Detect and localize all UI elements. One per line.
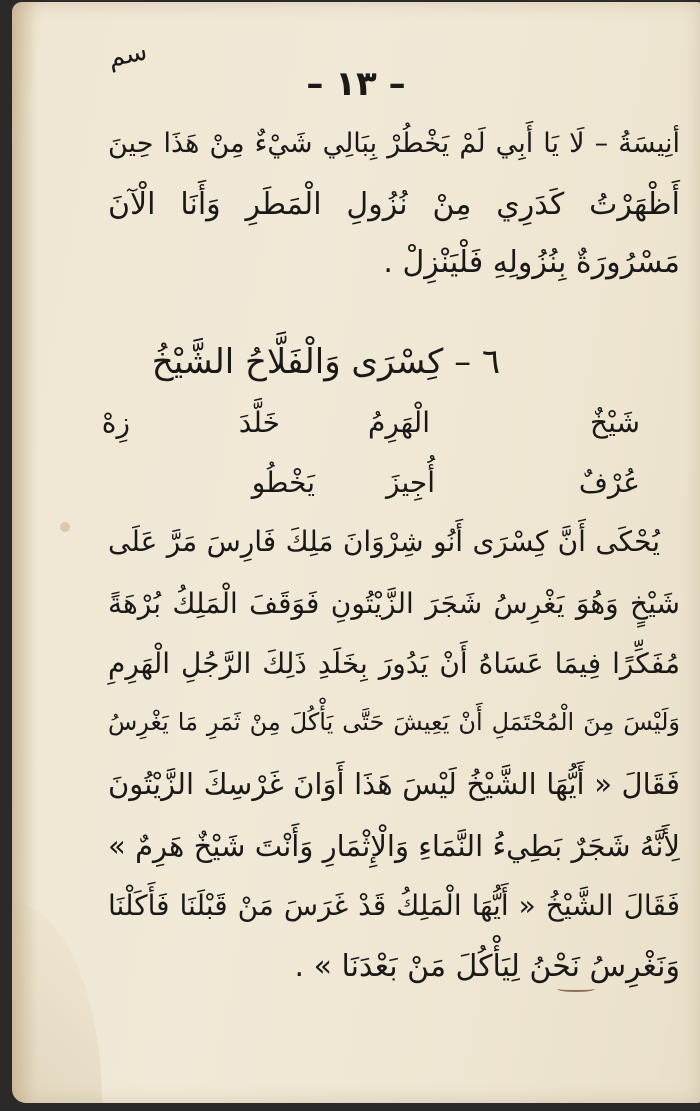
story-line-5: فَقَالَ « أَيُّهَا الشَّيْخُ لَيْسَ هَذَا أَوَانَ غَرْسِكَ الزَّيْتُونَ xyxy=(108,767,680,801)
story-line-1: يُحْكَى أَنَّ كِسْرَى أَنُو شِرْوَانَ مَلِكَ فَارِسَ مَرَّ عَلَى xyxy=(108,525,660,558)
story-line-8: وَنَغْرِسُ نَحْنُ لِيَأْكُلَ مَنْ بَعْدَنَا » . xyxy=(294,949,680,984)
pencil-underline xyxy=(557,986,595,992)
story-line-2: شَيْخٍ وَهُوَ يَغْرِسُ شَجَرَ الزَّيْتُونِ فَوَقَفَ الْمَلِكُ بُرْهَةً xyxy=(108,587,680,620)
page-number: – ١٣ – xyxy=(306,64,406,104)
intro-line-1: أنِيسَةُ – لَا يَا أَبِي لَمْ يَخْطُرْ بِبَالِي شَيْءٌ مِنْ هَذَا حِينَ xyxy=(108,128,680,159)
story-line-4: وَلَيْسَ مِنَ الْمُحْتَمَلِ أَنْ يَعِيشَ حَتَّى يَأْكُلَ مِنْ ثَمَرِ مَا يَغْرِسُ xyxy=(108,708,680,736)
intro-line-2: أَظْهَرْتُ كَدَرِي مِنْ نُزُولِ الْمَطَرِ وَأَنَا الْآنَ xyxy=(108,187,680,222)
vocab-word: أُجِيزَ xyxy=(386,466,435,499)
vocab-word: خَلَّدَ xyxy=(238,406,280,439)
story-line-3: مُفَكِّرًا فِيمَا عَسَاهُ أَنْ يَدُورَ بِخَلَدِ ذَلِكَ الرَّجُلِ الْهَرِمِ xyxy=(108,647,680,680)
vocab-word: عُرْفٌ xyxy=(578,466,640,499)
intro-line-3: مَسْرُورَةٌ بِنُزُولِهِ فَلْيَنْزِلْ . xyxy=(383,245,680,280)
vocab-word: زِهْ xyxy=(101,406,130,439)
book-page xyxy=(12,2,700,1103)
story-line-6: لِأَنَّهُ شَجَرٌ بَطِيءُ النَّمَاءِ وَالْإِثْمَارِ وَأَنْتَ شَيْخٌ هَرِمٌ » xyxy=(108,829,680,863)
lesson-title: ٦ – كِسْرَى وَالْفَلَّاحُ الشَّيْخُ xyxy=(151,342,501,382)
vocab-word: الْهَرِمُ xyxy=(367,406,430,439)
page-corner-fold xyxy=(12,903,102,1103)
pencil-annotation: سم xyxy=(105,36,150,74)
vocab-word: يَخْطُو xyxy=(251,466,315,499)
story-line-7: فَقَالَ الشَّيْخُ « أَيُّهَا الْمَلِكُ قَدْ غَرَسَ مَنْ قَبْلَنَا فَأَكَلْنَا xyxy=(108,889,680,922)
paper-stain xyxy=(60,522,70,532)
vocab-word: شَيْخٌ xyxy=(590,406,640,439)
